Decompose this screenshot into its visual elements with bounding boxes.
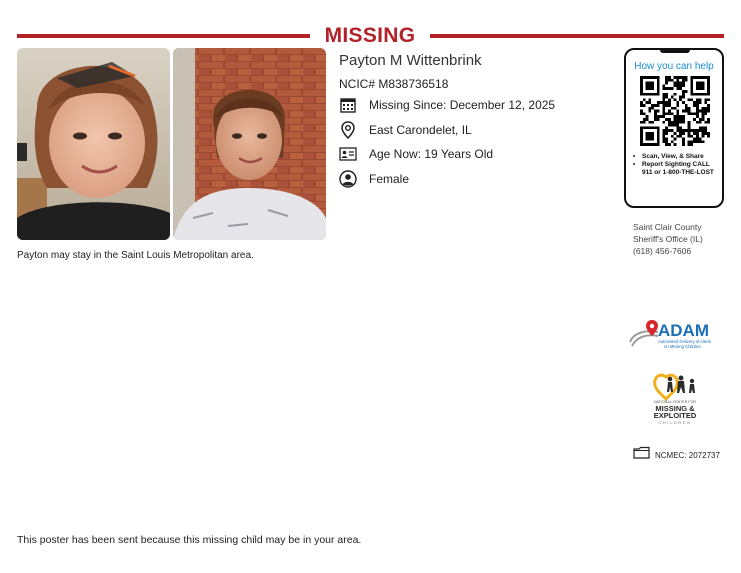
help-card-title: How you can help — [634, 61, 714, 72]
agency-name-1: Saint Clair County — [633, 222, 702, 232]
age-now: Age Now: 19 Years Old — [369, 147, 494, 161]
svg-text:Automated Delivery of Alerts: Automated Delivery of Alerts — [658, 339, 711, 344]
agency-name-2: Sheriff's Office (IL) — [633, 234, 703, 244]
photo-1 — [17, 48, 170, 240]
help-item: • Report Sighting CALL 911 or 1-800-THE-LOST — [633, 161, 714, 176]
sex: Female — [369, 172, 410, 186]
missing-since-row — [339, 96, 556, 114]
sex-row — [339, 170, 410, 188]
ncmec-logo — [648, 369, 702, 429]
location-row — [339, 121, 472, 139]
help-item: • Scan, View, & Share — [633, 153, 704, 160]
svg-text:CHILDREN: CHILDREN — [658, 420, 692, 425]
help-card — [624, 48, 724, 208]
phone-notch — [660, 49, 690, 53]
case-number-row — [633, 446, 720, 464]
id-card-icon — [339, 145, 357, 163]
svg-text:NATIONAL CENTER FOR: NATIONAL CENTER FOR — [654, 400, 696, 404]
photo-caption: Payton may stay in the Saint Louis Metropolitan area. — [17, 250, 254, 261]
age-row — [339, 145, 494, 163]
missing-since: Missing Since: December 12, 2025 — [369, 98, 556, 112]
header-rule-right — [430, 34, 724, 38]
help-card-list — [633, 153, 721, 177]
agency-info — [633, 221, 703, 257]
location-pin-icon — [339, 121, 357, 139]
case-number: NCMEC: 2072737 — [655, 450, 720, 460]
agency-phone: (618) 456-7606 — [633, 246, 692, 256]
footer-note: This poster has been sent because this missing child may be in your area. — [17, 534, 362, 546]
photo-2 — [173, 48, 326, 240]
person-icon — [339, 170, 357, 188]
svg-text:MISSING &: MISSING & — [655, 404, 695, 413]
qr-code[interactable] — [640, 76, 710, 146]
header-rule-left — [17, 34, 310, 38]
adam-logo-text: ADAM — [658, 321, 709, 340]
poster-title: MISSING — [324, 24, 416, 47]
adam-logo — [628, 318, 720, 352]
person-name: Payton M Wittenbrink — [339, 52, 482, 69]
svg-text:on Missing Children: on Missing Children — [664, 344, 701, 349]
location: East Carondelet, IL — [369, 123, 472, 137]
calendar-icon — [339, 96, 357, 114]
ncic-number: NCIC# M838736518 — [339, 77, 449, 91]
svg-text:EXPLOITED: EXPLOITED — [653, 411, 697, 420]
folder-icon — [633, 446, 650, 464]
